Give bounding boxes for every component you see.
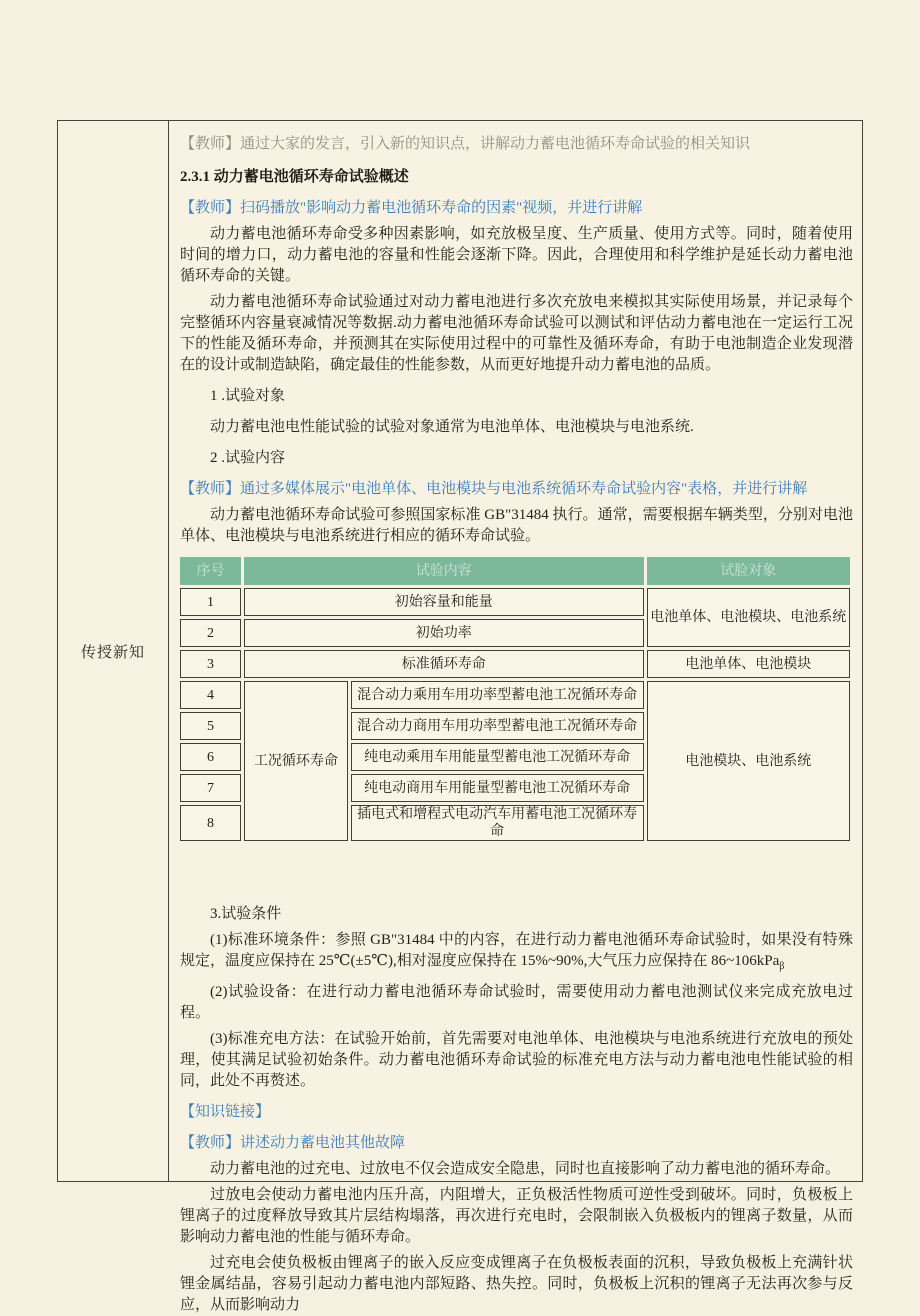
table-header-cell: 序号 bbox=[180, 557, 241, 585]
teacher-note-intro: 【教师】通过大家的发言，引入新的知识点，讲解动力蓄电池循环寿命试验的相关知识 bbox=[180, 136, 751, 152]
lesson-content-cell bbox=[169, 121, 865, 1313]
table-cell: 4 bbox=[180, 681, 241, 709]
section-heading: 2.3.1 动力蓄电池循环寿命试验概述 bbox=[180, 169, 409, 185]
paragraph-condition-2: (2)试验设备：在进行动力蓄电池循环寿命试验时，需要使用动力蓄电池测试仪来完成充放电过程。 bbox=[180, 984, 853, 1021]
teacher-note-table: 【教师】通过多媒体展示"电池单体、电池模块与电池系统循环寿命试验内容"表格，并进行讲解 bbox=[180, 481, 808, 497]
paragraph-overcharge: 过充电会使负极板由锂离子的嵌入反应变成锂离子在负极板表面的沉积，导致负极板上充满针状锂金属结晶，容易引起动力蓄电池内部短路、热失控。同时，负极板上沉积的锂离子无法再次参与反应，从而影响动力 bbox=[180, 1255, 853, 1313]
table-header-cell: 试验内容 bbox=[244, 557, 644, 585]
content-blocks bbox=[180, 134, 853, 1316]
paragraph-factors: 动力蓄电池循环寿命受多种因素影响，如充放极呈度、生产质量、使用方式等。同时，随着使用时间的增力口，动力蓄电池的容量和性能会逐渐下降。因此，合理使用和科学维护是延长动力蓄电池循环寿命的关键。 bbox=[180, 226, 853, 284]
teacher-note-faults: 【教师】讲述动力蓄电池其他故障 bbox=[180, 1135, 406, 1151]
paragraph-test-object: 动力蓄电池电性能试验的试验对象通常为电池单体、电池模块与电池系统. bbox=[210, 419, 694, 435]
table-cell: 8 bbox=[180, 805, 241, 841]
table-cell: 标准循环寿命 bbox=[244, 650, 644, 678]
list-item-test-object: 1 .试验对象 bbox=[210, 388, 286, 404]
table-cell: 工况循环寿命 bbox=[244, 681, 348, 841]
table-cell: 5 bbox=[180, 712, 241, 740]
paragraph-condition-1: (1)标准环境条件：参照 GB"31484 中的内容，在进行动力蓄电池循环寿命试验时，如果没有特殊规定，温度应保持在 25℃(±5℃),相对湿度应保持在 15%~90%,大气压力应保持在 86~106kPa$_\beta$ bbox=[180, 932, 853, 972]
table-cell: 3 bbox=[180, 650, 241, 678]
table-cell: 混合动力乘用车用功率型蓄电池工况循环寿命 bbox=[351, 681, 644, 709]
paragraph-test-purpose: 动力蓄电池循环寿命试验通过对动力蓄电池进行多次充放电来模拟其实际使用场景，并记录每个完整循环内容量衰减情况等数据.动力蓄电池循环寿命试验可以测试和评估动力蓄电池在一定运行工况下的性能及循环寿命，并预测其在实际使用过程中的可靠性及循环寿命，有助于电池制造企业发现潜在的设计或制造缺陷，确定最佳的性能参数，从而更好地提升动力蓄电池的品质。 bbox=[180, 294, 853, 373]
table-cell: 1 bbox=[180, 588, 241, 616]
table-row bbox=[180, 650, 850, 678]
table-cell: 纯电动乘用车用能量型蓄电池工况循环寿命 bbox=[351, 743, 644, 771]
lesson-stage-cell bbox=[58, 121, 169, 1181]
lesson-plan-row bbox=[57, 120, 863, 1313]
paragraph-overdischarge: 过放电会使动力蓄电池内压升高，内阻增大，正负极活性物质可逆性受到破坏。同时，负极板上锂离子的过度释放导致其片层结构塌落，再次进行充电时，会限制嵌入负极板内的锂离子数量，从而影响动力蓄电池的性能与循环寿命。 bbox=[180, 1187, 853, 1245]
table-cell: 初始容量和能量 bbox=[244, 588, 644, 616]
subscript-text: β bbox=[779, 961, 785, 972]
paragraph-standard: 动力蓄电池循环寿命试验可参照国家标准 GB"31484 执行。通常，需要根据车辆类型，分别对电池单体、电池模块与电池系统进行相应的循环寿命试验。 bbox=[180, 507, 853, 544]
paragraph-condition-3: (3)标准充电方法：在试验开始前，首先需要对电池单体、电池模块与电池系统进行充放电的预处理，使其满足试验初始条件。动力蓄电池循环寿命试验的标准充电方法与动力蓄电池电性能试验的相同，此处不再赘述。 bbox=[180, 1031, 853, 1089]
table-cell: 电池模块、电池系统 bbox=[647, 681, 850, 841]
teacher-note-video: 【教师】扫码播放"影响动力蓄电池循环寿命的因素"视频，并进行讲解 bbox=[180, 200, 643, 216]
knowledge-link-label: 【知识链接】 bbox=[180, 1104, 271, 1120]
table-cell: 纯电动商用车用能量型蓄电池工况循环寿命 bbox=[351, 774, 644, 802]
table-cell: 电池单体、电池模块 bbox=[647, 650, 850, 678]
table-cell: 插电式和增程式电动汽车用蓄电池工况循环寿命 bbox=[351, 805, 644, 841]
table-header-row bbox=[180, 557, 850, 585]
table-cell: 2 bbox=[180, 619, 241, 647]
stage-label: 传授新知 bbox=[80, 644, 145, 661]
paragraph-fault-intro: 动力蓄电池的过充电、过放电不仅会造成安全隐患，同时也直接影响了动力蓄电池的循环寿命。 bbox=[210, 1161, 841, 1177]
list-item-test-content: 2 .试验内容 bbox=[210, 450, 286, 466]
table-cell: 电池单体、电池模块、电池系统 bbox=[647, 588, 850, 647]
list-item-test-conditions: 3.试验条件 bbox=[210, 906, 282, 922]
table-cell: 初始功率 bbox=[244, 619, 644, 647]
test-content-table bbox=[177, 554, 853, 844]
table-cell: 7 bbox=[180, 774, 241, 802]
table-row bbox=[180, 681, 850, 709]
table-cell: 混合动力商用车用功率型蓄电池工况循环寿命 bbox=[351, 712, 644, 740]
table-header-cell: 试脸对象 bbox=[647, 557, 850, 585]
table-cell: 6 bbox=[180, 743, 241, 771]
table-row bbox=[180, 588, 850, 616]
